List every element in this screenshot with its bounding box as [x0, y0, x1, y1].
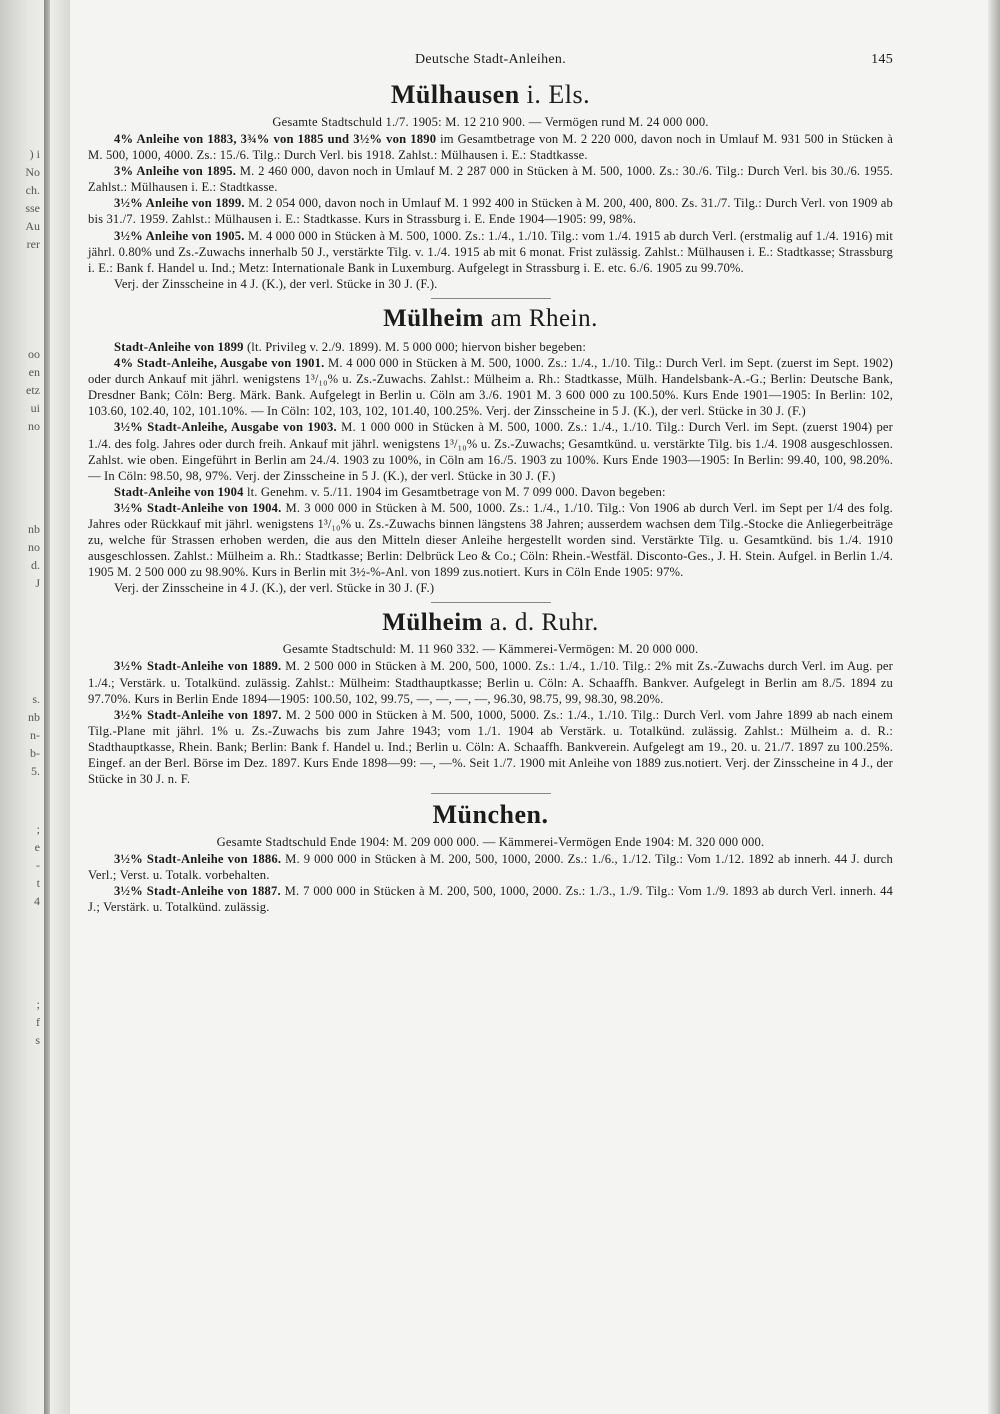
loan-heading: 4% Anleihe von 1883, 3¾% von 1885 und 3½% von 1890	[114, 132, 437, 146]
loan-text: Verj. der Zinsscheine in 4 J. (K.), der verl. Stücke in 30 J. (F.).	[114, 276, 438, 291]
loan-text: im Gesamtbetrage von M. 2 220 000, davon noch in Umlauf M. 931 500 in Stücken à M. 500, 1000, 4000. Zs.: 15./6. Tilg.: Durch Verl. bis 1918. Zahlst.: Mülhausen i. E.: Stadtkasse.	[88, 132, 893, 163]
loan-text: M. 3 000 000 in Stücken à M. 500, 1000. Zs.: 1./4., 1./10. Tilg.: Von 1906 ab durch Verl. im Sept per 1/4 des folg. Jahres oder Rückkauf mit jährl. wenigstens 1³/₁₀% u. Zs.-Zuwachs binnen längstens 38 Jahren; ausserdem wachsen dem Tilg.-Stocke die Anliegerbeiträge zu, welche für Strassen erhoben werden, die aus den Mitteln dieser Anleihe hergestellt worden sind. Verstärkte Tilg. u. Gesamtkünd. bis 1./4. 1910 ausgeschlossen. Zahlst.: Mülheim a. Rh.: Stadtkasse; Berlin: Delbrück Leo & Co.; Cöln: Rhein.-Westfäl. Disconto-Ges., J. H. Stein. Aufgel. in Berlin 1./4. 1905 M. 2 500 000 zu 98.90%. Kurs in Berlin mit 3½-%-Anl. von 1899 zus.notiert. Kurs in Cöln Ende 1905: 97%.	[88, 500, 893, 580]
loan-text: M. 2 500 000 in Stücken à M. 500, 1000, 5000. Zs.: 1./4., 1./10. Tilg.: Durch Verl. vom Jahre 1899 ab nach einem Tilg.-Plane mit jährl. 1% u. Zs.-Zuwachs bis zum Jahre 1943; vom 1./1. 1904 ab Verstärk. u. Totalkünd. zulässig. Zahlst.: Mülheim a. d. R.: Stadthauptkasse, Rhein. Bank; Berlin: Bank f. Handel u. Ind.; Berlin u. Cöln: A. Schaaffh. Bankverein. Aufgelegt am 19., 20. u. 21./7. 1897 zu 100.25%. Eingef. an der Berl. Börse im Dez. 1897. Kurs Ende 1898—99: —, —%. Seit 1./7. 1900 mit Anleihe von 1889 zus.notiert. Verj. der Zinsscheine in 4 J., der Stücke in 30 J. n. F.	[88, 707, 893, 787]
loan-entry	[88, 339, 893, 355]
section-title-main: München.	[432, 800, 549, 830]
section-title	[88, 305, 893, 333]
section-title	[88, 80, 893, 110]
loan-text: M. 2 054 000, davon noch in Umlauf M. 1 992 400 in Stücken à M. 200, 400, 800. Zs. 31./7. Tilg.: Durch Verl. von 1909 ab bis 31./7. 1959. Zahlst.: Mülhausen i. E.: Stadtkasse. Kurs in Strassburg i. E. Ende 1904—1905: 99, 98%.	[88, 196, 893, 227]
margin-fragment: s. nb n- b- 5.	[28, 692, 40, 778]
section-title	[88, 609, 893, 637]
loan-entry	[88, 580, 893, 596]
loan-entry	[88, 851, 893, 883]
loan-text: Verj. der Zinsscheine in 4 J. (K.), der verl. Stücke in 30 J. (F.)	[114, 581, 435, 596]
loan-entry	[88, 228, 893, 276]
loan-text: M. 9 000 000 in Stücken à M. 200, 500, 1000, 2000. Zs.: 1./6., 1./12. Tilg.: Vom 1./12. 1892 ab innerh. 44 J. durch Verl.; Verst. u. Totalk. vorbehalten.	[88, 852, 893, 883]
section-title-suffix: a. d. Ruhr.	[483, 609, 599, 637]
book-gutter	[44, 0, 50, 1414]
loan-text: M. 1 000 000 in Stücken à M. 500, 1000. Zs.: 1./4., 1./10. Tilg.: Durch Verl. im Sept. (zuerst 1904) per 1./4. des folg. Jahres oder durch freih. Ankauf mit jährl. wenigstens 1³/₁₀% u. Zs.-Zuwachs; Gesamtkünd. u. verstärkte Tilg. bis 1./4. 1908 ausgeschlossen. Zahlst. wie oben. Eingeführt in Berlin am 24./4. 1903 zu 100%, in Cöln am 16./5. 1903 zu 100%. Kurs Ende 1903—1905: In Berlin: 99.40, 100, 98.20%. — In Cöln: 98.50, 98, 97%. Verj. der Zinsscheine in 5 J. (K.), der verl. Stücke in 30 J. (F.)	[88, 420, 893, 483]
section-summary: Gesamte Stadtschuld: M. 11 960 332. — Kämmerei-Vermögen: M. 20 000 000.	[282, 642, 699, 657]
loan-entry	[88, 658, 893, 706]
section-summary: Gesamte Stadtschuld Ende 1904: M. 209 000 000. — Kämmerei-Vermögen Ende 1904: M. 320 000 000.	[216, 835, 765, 850]
section-title-main: Mülheim	[383, 304, 484, 332]
section-divider	[431, 793, 551, 794]
loan-heading: 3% Anleihe von 1895.	[114, 164, 237, 179]
loan-heading: 3½% Stadt-Anleihe, Ausgabe von 1903.	[114, 420, 337, 435]
loan-entry	[88, 883, 893, 915]
loan-text: M. 2 500 000 in Stücken à M. 200, 500, 1000. Zs.: 1./4., 1./10. Tilg.: 2% mit Zs.-Zuwachs durch Verl. im Aug. per 1./4.; Verstärk. u. Totalkünd. zulässig. Zahlst.: Mülheim: Stadthauptkasse; Berlin u. Cöln: A. Schaaffh. Bankver. Aufgelegt in Berlin am 8./5. 1894 zu 97.70%. Kurs in Berlin Ende 1894—1905: 100.50, 102, 99.75, —, —, —, —, 96.30, 98.75, 99, 98.30, 98.20%.	[88, 659, 893, 706]
margin-fragment: ) i No ch. sse Au rer	[25, 147, 40, 251]
page-number: 145	[871, 52, 893, 67]
running-head-title: Deutsche Stadt-Anleihen.	[414, 52, 567, 67]
margin-fragment: nb no d. J	[28, 522, 40, 590]
margin-fragment: oo en etz ui no	[26, 347, 40, 433]
left-page-edge	[0, 0, 70, 1414]
loan-entry	[88, 195, 893, 227]
loan-entry	[88, 484, 893, 500]
loan-heading: 3½% Stadt-Anleihe von 1886.	[114, 852, 282, 867]
loan-text: M. 4 000 000 in Stücken à M. 500, 1000. Zs.: 1./4., 1./10. Tilg.: Durch Verl. im Sept. (zuerst im Sept. 1902) oder durch Ankauf mit jährl. wenigstens 1³/₁₀% u. Zs.-Zuwachs. Zahlst.: Mülheim a. Rh.: Stadtkasse, Mülh. Handelsbank-A.-G.; Berlin: Deutsche Bank, Dresdner Bank; Cöln: Berg. Märk. Bank. Aufgelegt in Berlin u. Cöln am 3./6. 1901 M. 3 600 000 zu 100.50%. Kurs Ende 1901—1905: In Berlin: 102, 103.60, 102.40, 102, 101.10%. — In Cöln: 102, 103, 102, 101.40, 100.25%. Verj. der Zinsscheine in 5 J. (K.), der verl. Stücke in 30 J. (F.)	[88, 356, 894, 419]
section-title	[88, 800, 893, 830]
section-title-suffix: am Rhein.	[483, 304, 598, 332]
section-title-main: Mülheim	[382, 609, 483, 637]
loan-entry	[88, 355, 893, 419]
loan-text: M. 7 000 000 in Stücken à M. 200, 500, 1000, 2000. Zs.: 1./3., 1./9. Tilg.: Vom 1./9. 1893 ab durch Verl. innerh. 44 J.; Verstärk. u. Totalkünd. zulässig.	[88, 884, 893, 915]
loan-heading: 3½% Stadt-Anleihe von 1897.	[114, 707, 282, 722]
loan-text: lt. Genehm. v. 5./11. 1904 im Gesamtbetrage von M. 7 099 000. Davon begeben:	[243, 484, 666, 499]
loan-entry	[88, 419, 893, 483]
loan-heading: 3½% Stadt-Anleihe von 1887.	[114, 884, 281, 899]
sections-container	[88, 80, 893, 916]
margin-fragment: ; e - t 4	[34, 822, 40, 908]
loan-text: M. 2 460 000, davon noch in Umlauf M. 2 287 000 in Stücken à M. 500, 1000. Zs.: 30./6. Tilg.: Durch Verl. bis 30./6. 1955. Zahlst.: Mülhausen i. E.: Stadtkasse.	[88, 164, 893, 195]
loan-entry	[88, 707, 893, 787]
margin-fragment: ; f s	[35, 997, 40, 1047]
running-head	[88, 52, 893, 74]
loan-heading: 3½% Anleihe von 1899.	[114, 196, 245, 211]
loan-heading: Stadt-Anleihe von 1899	[114, 339, 244, 354]
loan-entry	[88, 131, 893, 163]
loan-entry	[88, 163, 893, 195]
section-divider	[431, 298, 551, 299]
loan-heading: Stadt-Anleihe von 1904	[114, 484, 244, 499]
right-page-edge	[988, 0, 1000, 1414]
loan-entry	[88, 276, 893, 292]
loan-heading: 3½% Anleihe von 1905.	[114, 228, 245, 243]
section-summary: Gesamte Stadtschuld 1./7. 1905: M. 12 210 900. — Vermögen rund M. 24 000 000.	[272, 115, 709, 129]
section-title-main: Mülhausen	[390, 80, 520, 109]
loan-text: (lt. Privileg v. 2./9. 1899). M. 5 000 000; hiervon bisher begeben:	[243, 339, 587, 354]
loan-heading: 3½% Stadt-Anleihe von 1889.	[114, 659, 282, 674]
document-page	[88, 52, 893, 916]
section-divider	[431, 602, 551, 603]
section-title-suffix: i. Els.	[519, 80, 591, 109]
loan-heading: 3½% Stadt-Anleihe von 1904.	[114, 500, 282, 515]
loan-heading: 4% Stadt-Anleihe, Ausgabe von 1901.	[114, 356, 325, 371]
loan-text: M. 4 000 000 in Stücken à M. 500, 1000. Zs.: 1./4., 1./10. Tilg.: vom 1./4. 1915 ab durch Verl. (erstmalig auf 1./4. 1916) mit jährl. 0.80% und Zs.-Zuwachs innerhalb 50 J., verstärkte Tilg. v. 1./4. 1915 ab mit 6 monat. Frist zulässig. Zahlst.: Mülhausen i. E.: Stadtkasse; Strassburg i. E.: Bank f. Handel u. Ind.; Metz: Internationale Bank in Luxemburg. Aufgelegt in Strassburg i. E. etc. 6./6. 1905 zu 99.70%.	[88, 228, 893, 275]
loan-entry	[88, 500, 893, 580]
